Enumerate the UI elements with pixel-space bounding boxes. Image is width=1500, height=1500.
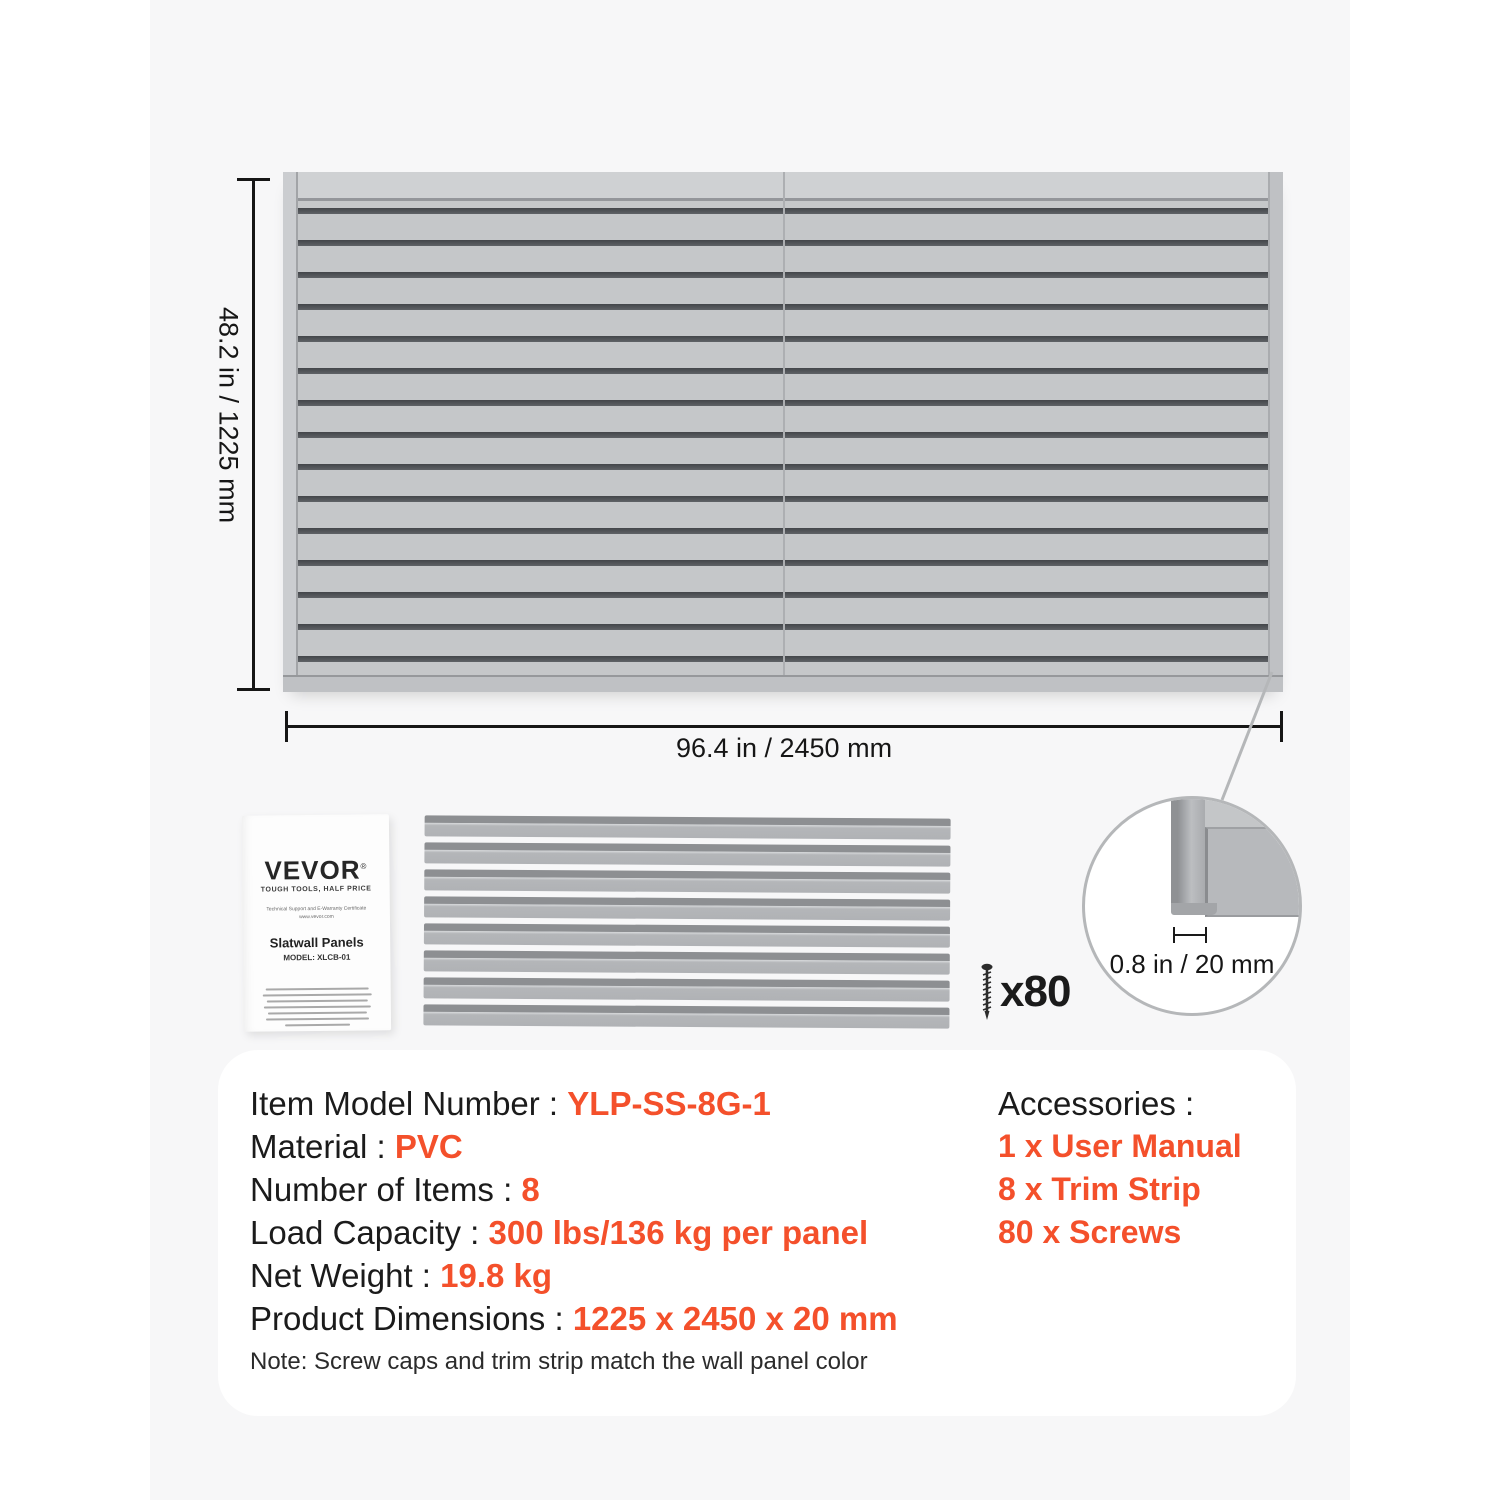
fineprint-line <box>266 987 369 990</box>
panel-center-seam <box>783 172 785 692</box>
trim-strip-stack <box>423 815 950 1034</box>
spec-row-dimensions: Product Dimensions : 1225 x 2450 x 20 mm <box>250 1300 898 1337</box>
accessories-column <box>998 1082 1242 1254</box>
detail-trim-foot <box>1171 903 1217 915</box>
width-dimension-line <box>285 725 1283 728</box>
spec-row-model: Item Model Number : YLP-SS-8G-1 <box>250 1085 771 1122</box>
thickness-detail-circle <box>1082 796 1302 1016</box>
spec-row-weight: Net Weight : 19.8 kg <box>250 1257 553 1294</box>
user-manual <box>242 814 391 1032</box>
fineprint-line <box>285 1024 350 1027</box>
spec-rows <box>250 1082 898 1340</box>
screw-group <box>978 962 1070 1022</box>
screw-count-label: x80 <box>1000 967 1071 1016</box>
screw-icon <box>978 962 996 1022</box>
manual-brand-logo: VEVOR® <box>264 854 368 886</box>
manual-title: Slatwall Panels <box>269 934 364 951</box>
width-dimension-label: 96.4 in / 2450 mm <box>675 733 893 763</box>
trim-strip <box>424 842 950 866</box>
trim-strip <box>425 815 951 839</box>
fineprint-line <box>264 1005 370 1008</box>
panel-right-trim <box>1268 172 1283 692</box>
manual-support-line: Technical Support and E-Warranty Certificate <box>266 905 367 913</box>
fineprint-line <box>267 999 368 1002</box>
accessory-item-screws: 80 x Screws <box>998 1214 1182 1250</box>
leader-line <box>1150 650 1300 810</box>
height-dimension-cap-top <box>237 178 270 181</box>
trim-strip <box>424 896 950 920</box>
accessory-item-manual: 1 x User Manual <box>998 1128 1242 1164</box>
height-dimension-cap-bottom <box>237 688 270 691</box>
trim-strip <box>424 977 950 1001</box>
height-dimension-line <box>252 178 255 691</box>
spec-card <box>218 1050 1296 1416</box>
spec-row-items: Number of Items : 8 <box>250 1171 540 1208</box>
fineprint-line <box>268 1011 366 1014</box>
height-dimension-label: 48.2 in / 1225 mm <box>213 306 244 524</box>
spec-row-material: Material : PVC <box>250 1128 463 1165</box>
detail-panel-edge-slab <box>1205 827 1302 917</box>
trim-strip <box>423 1004 949 1028</box>
detail-trim-profile <box>1171 799 1205 911</box>
spec-note: Note: Screw caps and trim strip match the wall panel color <box>250 1348 868 1375</box>
panel-bottom-edge <box>283 675 1283 692</box>
registered-mark: ® <box>360 861 368 871</box>
manual-website-line: www.vevor.com <box>299 913 334 921</box>
thickness-label: 0.8 in / 20 mm <box>1109 949 1275 979</box>
slatwall-panel <box>283 172 1283 692</box>
thickness-bracket-line <box>1173 934 1207 936</box>
detail-panel-face <box>1205 799 1269 829</box>
manual-fineprint <box>261 987 373 1030</box>
trim-strip <box>424 923 950 947</box>
panel-left-trim <box>283 172 298 692</box>
manual-tagline: TOUGH TOOLS, HALF PRICE <box>260 885 372 894</box>
fineprint-line <box>266 1017 370 1020</box>
accessories-title: Accessories : <box>998 1085 1195 1122</box>
trim-strip <box>424 950 950 974</box>
spec-row-load: Load Capacity : 300 lbs/136 kg per panel <box>250 1214 869 1251</box>
trim-strip <box>424 869 950 893</box>
fineprint-line <box>263 993 371 996</box>
manual-model-line: MODEL: XLCB-01 <box>283 952 351 963</box>
accessory-item-trim: 8 x Trim Strip <box>998 1171 1201 1207</box>
